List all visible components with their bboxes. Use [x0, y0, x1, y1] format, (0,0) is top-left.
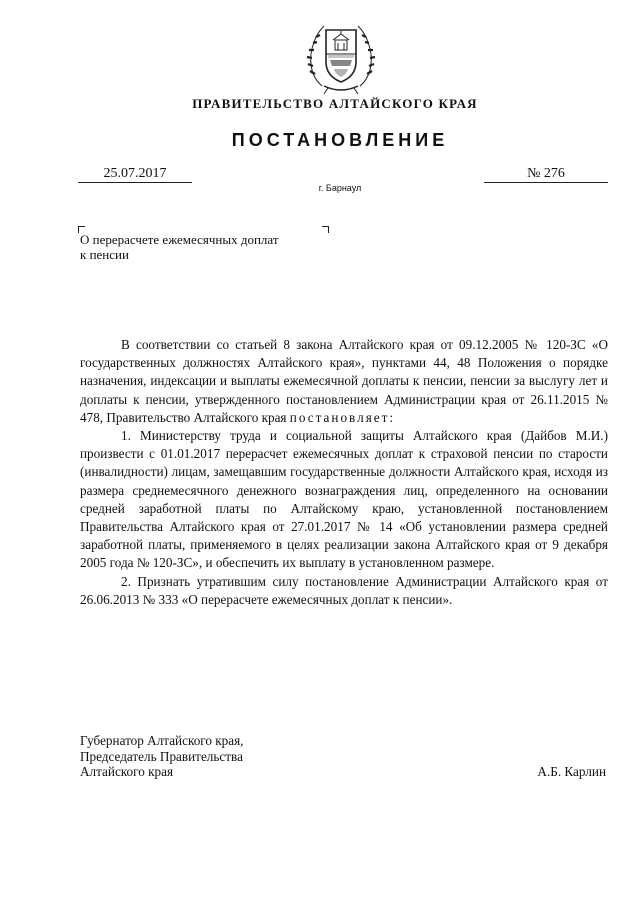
- document-city: г. Барнаул: [318, 183, 362, 193]
- intro-text: В соответствии со статьей 8 закона Алтайского края от 09.12.2005 № 120-ЗС «О государственных должностях Алтайского края», пунктами 44, 48 Положения о порядке назначения, индексации и выплаты ежемесячной доплаты к пенсии, пенсии за выслугу лет и доплаты к пенсии, утвержденного постановлением Администрации края от 26.11.2015 № 478, Правительство Алтайского края: [80, 337, 608, 425]
- paragraph-item-1: 1. Министерству труда и социальной защиты Алтайского края (Дайбов М.И.) произвести с 01.01.2017 перерасчет ежемесячных доплат к страховой пенсии по старости (инвалидности) лицам, замещавшим государственные должности Алтайского края, исходя из размера среднемесячного денежного вознаграждения лиц, определенного на основании средней заработной платы по Алтайскому краю, установленной постановлением Правительства Алтайского края от 27.01.2017 № 14 «Об установлении размера средней заработной платы, применяемого в целях реализации закона Алтайского края от 9 декабря 2005 года № 120-ЗС», и обеспечить их выплату в установленном размере.: [80, 428, 608, 571]
- signer-position-line: Председатель Правительства: [80, 748, 243, 764]
- document-number: № 276: [484, 166, 608, 183]
- document-date: 25.07.2017: [78, 166, 192, 183]
- decree-word: постановляет:: [289, 409, 396, 425]
- intro-paragraph: [80, 336, 608, 427]
- signer-position-line: Губернатор Алтайского края,: [80, 733, 244, 748]
- signer-position-line: Алтайского края: [80, 764, 174, 779]
- subject-line: к пенсии: [80, 247, 129, 262]
- document-subject: [80, 232, 340, 262]
- coat-of-arms-emblem-icon: [304, 14, 378, 96]
- signer-position: [80, 733, 380, 780]
- paragraph-item-2: 2. Признать утратившим силу постановление Администрации Алтайского края от 26.06.2013 № 333 «О перерасчете ежемесячных доплат к пенсии».: [80, 573, 608, 607]
- subject-line: О перерасчете ежемесячных доплат: [80, 232, 279, 247]
- document-body: [80, 336, 608, 609]
- organization-title: ПРАВИТЕЛЬСТВО АЛТАЙСКОГО КРАЯ: [192, 96, 478, 111]
- signer-name: А.Б. Карлин: [537, 764, 606, 779]
- document-type-heading: ПОСТАНОВЛЕНИЕ: [231, 130, 449, 150]
